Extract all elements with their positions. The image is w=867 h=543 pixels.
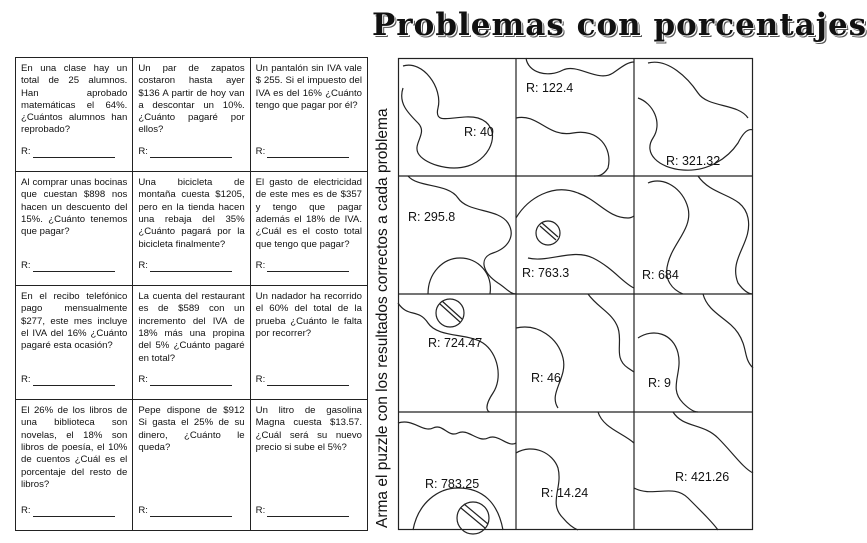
puzzle-curve — [408, 176, 516, 294]
puzzle-drawing — [398, 58, 753, 530]
puzzle-piece-answer: R: 724.47 — [428, 336, 483, 350]
puzzle-instruction: Arma el puzzle con los resultados correctos a cada problema — [374, 108, 391, 528]
problem-text: Un par de zapatos costaron hasta ayer $136 A partir de hoy van a descontar un 10%. ¿Cuánto pagaré por ellos? — [138, 63, 245, 136]
puzzle-curve — [398, 303, 498, 412]
puzzle-curve — [648, 62, 748, 118]
puzzle-piece-answer: R: 40 — [464, 125, 494, 139]
puzzle-screw-slot — [440, 304, 460, 322]
puzzle-piece-answer: R: 14.24 — [541, 486, 589, 500]
puzzle-curve — [673, 412, 753, 473]
puzzle-curve — [698, 176, 753, 294]
problem-card — [16, 400, 133, 531]
answer-field[interactable]: R: — [256, 374, 350, 386]
puzzle-curve — [402, 65, 493, 168]
problem-card — [133, 400, 250, 531]
answer-field[interactable]: R: — [21, 260, 115, 272]
puzzle-curve — [526, 58, 634, 76]
problem-card — [133, 58, 250, 172]
puzzle-piece-answer: R: 46 — [531, 371, 561, 385]
problem-text: Un nadador ha recorrido el 60% del total de la prueba ¿Cuánto le falta por recorrer? — [255, 291, 362, 340]
puzzle-piece-answer: R: 9 — [648, 376, 671, 390]
problem-text: Un litro de gasolina Magna cuesta $13.57. ¿Cuál será su nuevo precio si sube el 5%? — [255, 405, 362, 454]
puzzle-curve — [516, 117, 609, 176]
puzzle-curve — [516, 327, 564, 408]
puzzle-curve — [598, 412, 634, 443]
puzzle-grid — [398, 58, 753, 530]
puzzle-curve — [638, 333, 698, 412]
puzzle-piece-answer: R: 122.4 — [526, 81, 574, 95]
problem-card — [16, 58, 133, 172]
puzzle-curve — [428, 258, 490, 294]
answer-field[interactable]: R: — [21, 505, 115, 517]
problem-card — [133, 172, 250, 286]
problem-card — [16, 286, 133, 400]
answer-field[interactable]: R: — [138, 260, 232, 272]
puzzle-curve — [516, 190, 634, 218]
puzzle-piece-answer: R: 421.26 — [675, 470, 730, 484]
problem-text: El gasto de electricidad de este mes es de $357 y tengo que pagar además el 18% de IVA. ¿Cuál es el costo total que tengo que pagar? — [255, 177, 362, 250]
puzzle-piece-answer: R: 321.32 — [666, 154, 721, 168]
puzzle-screw-slot — [442, 301, 462, 319]
problems-grid — [15, 57, 368, 531]
problem-text: Un pantalón sin IVA vale $ 255. Si el impuesto del IVA es del 16% ¿Cuánto tengo que pagar por él? — [255, 63, 362, 111]
worksheet-title: Problemas con porcentajes — [372, 7, 867, 43]
answer-field[interactable]: R: — [256, 260, 350, 272]
problem-text: La cuenta del restaurant es de $589 con un incremento del IVA de 18% más una propina del 5% ¿Cuánto pagaré en total? — [138, 291, 245, 364]
answer-field[interactable]: R: — [256, 505, 350, 517]
problem-text: En una clase hay un total de 25 alumnos. Han aprobado matemáticas el 64%. ¿Cuántos alumnos han reprobado? — [21, 63, 128, 136]
puzzle-piece-answer: R: 763.3 — [522, 266, 570, 280]
problem-card — [250, 172, 367, 286]
answer-field[interactable]: R: — [138, 146, 232, 158]
puzzle-curve — [634, 488, 718, 530]
answer-field[interactable]: R: — [21, 146, 115, 158]
problem-text: Pepe dispone de $912 Si gasta el 25% de su dinero, ¿Cuánto le queda? — [138, 405, 245, 454]
problem-card — [250, 58, 367, 172]
puzzle-piece-answer: R: 684 — [642, 268, 679, 282]
puzzle-piece-answer: R: 295.8 — [408, 210, 456, 224]
answer-field[interactable]: R: — [138, 374, 232, 386]
problem-card — [250, 400, 367, 531]
answer-field[interactable]: R: — [138, 505, 232, 517]
puzzle-piece-answer: R: 783.25 — [425, 477, 480, 491]
problem-card — [133, 286, 250, 400]
problem-text: El 26% de los libros de una biblioteca son novelas, el 18% son libros de poesía, el 10% de cuentos ¿Cuál es el porcentaje del resto de libros? — [21, 405, 128, 490]
puzzle-curve — [398, 422, 516, 444]
problem-card — [16, 172, 133, 286]
problem-text: En el recibo telefónico pago mensualmente $277, este mes incluye el IVA del 16% ¿Cuánto pagaré esta ocasión? — [21, 291, 128, 352]
problem-card — [250, 286, 367, 400]
problem-text: Una bicicleta de montaña cuesta $1205, pero en la tienda hacen una rebaja del 35% ¿Cuánto pagará por la bicicleta finalmente? — [138, 177, 245, 250]
answer-field[interactable]: R: — [21, 374, 115, 386]
puzzle-curve — [588, 294, 634, 372]
problem-text: Al comprar unas bocinas que cuestan $898 nos hacen un descuento del 15%. ¿Cuánto tenemos que pagar? — [21, 177, 128, 238]
puzzle-curve — [703, 294, 753, 368]
answer-field[interactable]: R: — [256, 146, 350, 158]
